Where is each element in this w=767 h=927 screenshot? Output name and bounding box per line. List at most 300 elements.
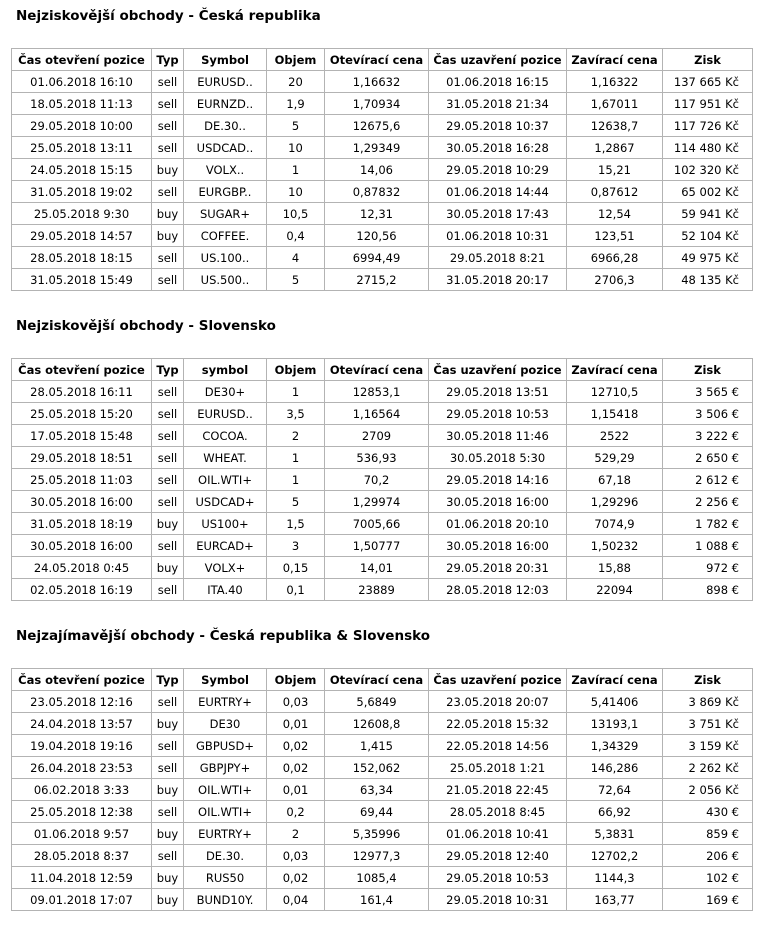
type-cell: buy: [152, 823, 184, 845]
open-time-cell: 01.06.2018 16:10: [12, 71, 152, 93]
volume-cell: 5: [267, 491, 325, 513]
profit-cell: 2 650 €: [663, 447, 753, 469]
volume-cell: 2: [267, 823, 325, 845]
volume-cell: 1: [267, 159, 325, 181]
profit-cell: 2 262 Kč: [663, 757, 753, 779]
close-price-cell: 5,3831: [567, 823, 663, 845]
profit-cell: 3 159 Kč: [663, 735, 753, 757]
header-close-price: Zavírací cena: [567, 49, 663, 71]
close-price-cell: 146,286: [567, 757, 663, 779]
open-price-cell: 70,2: [325, 469, 429, 491]
open-price-cell: 12853,1: [325, 381, 429, 403]
profit-cell: 898 €: [663, 579, 753, 601]
close-time-cell: 21.05.2018 22:45: [429, 779, 567, 801]
trades-table-czech: [11, 48, 753, 291]
table-row: [12, 269, 753, 291]
close-time-cell: 23.05.2018 20:07: [429, 691, 567, 713]
type-cell: sell: [152, 247, 184, 269]
close-time-cell: 29.05.2018 10:31: [429, 889, 567, 911]
close-time-cell: 31.05.2018 21:34: [429, 93, 567, 115]
type-cell: sell: [152, 137, 184, 159]
header-volume: Objem: [267, 359, 325, 381]
close-time-cell: 30.05.2018 16:28: [429, 137, 567, 159]
open-price-cell: 1,29349: [325, 137, 429, 159]
table-row: [12, 381, 753, 403]
profit-cell: 48 135 Kč: [663, 269, 753, 291]
type-cell: sell: [152, 535, 184, 557]
open-time-cell: 29.05.2018 14:57: [12, 225, 152, 247]
table-row: [12, 735, 753, 757]
header-open-price: Otevírací cena: [325, 49, 429, 71]
open-time-cell: 09.01.2018 17:07: [12, 889, 152, 911]
symbol-cell: GBPUSD+: [184, 735, 267, 757]
volume-cell: 10,5: [267, 203, 325, 225]
open-time-cell: 31.05.2018 15:49: [12, 269, 152, 291]
close-time-cell: 29.05.2018 10:37: [429, 115, 567, 137]
open-time-cell: 31.05.2018 18:19: [12, 513, 152, 535]
symbol-cell: EURUSD..: [184, 71, 267, 93]
open-time-cell: 23.05.2018 12:16: [12, 691, 152, 713]
open-time-cell: 11.04.2018 12:59: [12, 867, 152, 889]
header-close-time: Čas uzavření pozice: [429, 359, 567, 381]
open-time-cell: 25.05.2018 9:30: [12, 203, 152, 225]
table-row: [12, 137, 753, 159]
table-row: [12, 71, 753, 93]
open-time-cell: 29.05.2018 18:51: [12, 447, 152, 469]
type-cell: sell: [152, 691, 184, 713]
close-price-cell: 1,34329: [567, 735, 663, 757]
open-time-cell: 24.05.2018 15:15: [12, 159, 152, 181]
volume-cell: 0,02: [267, 867, 325, 889]
close-time-cell: 28.05.2018 12:03: [429, 579, 567, 601]
close-time-cell: 01.06.2018 10:41: [429, 823, 567, 845]
close-time-cell: 29.05.2018 13:51: [429, 381, 567, 403]
close-price-cell: 0,87612: [567, 181, 663, 203]
type-cell: sell: [152, 425, 184, 447]
header-open-price: Otevírací cena: [325, 359, 429, 381]
profit-cell: 1 088 €: [663, 535, 753, 557]
table-row: [12, 159, 753, 181]
open-price-cell: 12,31: [325, 203, 429, 225]
open-time-cell: 25.05.2018 11:03: [12, 469, 152, 491]
symbol-cell: USDCAD+: [184, 491, 267, 513]
open-price-cell: 536,93: [325, 447, 429, 469]
open-price-cell: 6994,49: [325, 247, 429, 269]
close-price-cell: 13193,1: [567, 713, 663, 735]
type-cell: buy: [152, 713, 184, 735]
type-cell: sell: [152, 447, 184, 469]
header-volume: Objem: [267, 669, 325, 691]
profit-cell: 3 751 Kč: [663, 713, 753, 735]
close-price-cell: 66,92: [567, 801, 663, 823]
open-time-cell: 06.02.2018 3:33: [12, 779, 152, 801]
volume-cell: 2: [267, 425, 325, 447]
type-cell: buy: [152, 203, 184, 225]
symbol-cell: GBPJPY+: [184, 757, 267, 779]
open-time-cell: 30.05.2018 16:00: [12, 491, 152, 513]
type-cell: buy: [152, 513, 184, 535]
table-row: [12, 425, 753, 447]
symbol-cell: BUND10Y.: [184, 889, 267, 911]
open-time-cell: 25.05.2018 12:38: [12, 801, 152, 823]
close-price-cell: 15,88: [567, 557, 663, 579]
volume-cell: 0,04: [267, 889, 325, 911]
close-time-cell: 30.05.2018 16:00: [429, 491, 567, 513]
close-time-cell: 29.05.2018 10:53: [429, 403, 567, 425]
table-row: [12, 579, 753, 601]
open-time-cell: 24.04.2018 13:57: [12, 713, 152, 735]
header-symbol: Symbol: [184, 49, 267, 71]
close-time-cell: 01.06.2018 20:10: [429, 513, 567, 535]
header-close-price: Zavírací cena: [567, 359, 663, 381]
close-price-cell: 15,21: [567, 159, 663, 181]
type-cell: sell: [152, 115, 184, 137]
type-cell: sell: [152, 579, 184, 601]
volume-cell: 3,5: [267, 403, 325, 425]
open-price-cell: 2715,2: [325, 269, 429, 291]
symbol-cell: OIL.WTI+: [184, 469, 267, 491]
header-type: Typ: [152, 359, 184, 381]
symbol-cell: DE30+: [184, 381, 267, 403]
close-price-cell: 12,54: [567, 203, 663, 225]
profit-cell: 206 €: [663, 845, 753, 867]
close-price-cell: 529,29: [567, 447, 663, 469]
table-row: [12, 447, 753, 469]
symbol-cell: DE.30.: [184, 845, 267, 867]
volume-cell: 1: [267, 447, 325, 469]
open-price-cell: 1,16564: [325, 403, 429, 425]
volume-cell: 1,9: [267, 93, 325, 115]
symbol-cell: EURGBP..: [184, 181, 267, 203]
close-price-cell: 1,15418: [567, 403, 663, 425]
symbol-cell: US.500..: [184, 269, 267, 291]
trades-table-combined: [11, 668, 753, 911]
volume-cell: 0,01: [267, 779, 325, 801]
profit-cell: 859 €: [663, 823, 753, 845]
type-cell: sell: [152, 469, 184, 491]
volume-cell: 0,1: [267, 579, 325, 601]
open-price-cell: 0,87832: [325, 181, 429, 203]
table-row: [12, 823, 753, 845]
table-row: [12, 779, 753, 801]
close-price-cell: 1,29296: [567, 491, 663, 513]
volume-cell: 0,03: [267, 845, 325, 867]
close-price-cell: 72,64: [567, 779, 663, 801]
volume-cell: 0,02: [267, 735, 325, 757]
volume-cell: 3: [267, 535, 325, 557]
profit-cell: 117 726 Kč: [663, 115, 753, 137]
profit-cell: 117 951 Kč: [663, 93, 753, 115]
table-row: [12, 469, 753, 491]
open-time-cell: 25.05.2018 15:20: [12, 403, 152, 425]
symbol-cell: USDCAD..: [184, 137, 267, 159]
type-cell: sell: [152, 735, 184, 757]
close-time-cell: 29.05.2018 10:29: [429, 159, 567, 181]
close-price-cell: 163,77: [567, 889, 663, 911]
type-cell: buy: [152, 159, 184, 181]
header-profit: Zisk: [663, 49, 753, 71]
profit-cell: 52 104 Kč: [663, 225, 753, 247]
symbol-cell: EURNZD..: [184, 93, 267, 115]
open-price-cell: 7005,66: [325, 513, 429, 535]
symbol-cell: DE.30..: [184, 115, 267, 137]
table-row: [12, 535, 753, 557]
profit-cell: 430 €: [663, 801, 753, 823]
symbol-cell: EURTRY+: [184, 823, 267, 845]
profit-cell: 137 665 Kč: [663, 71, 753, 93]
header-open-price: Otevírací cena: [325, 669, 429, 691]
open-price-cell: 12977,3: [325, 845, 429, 867]
open-price-cell: 5,6849: [325, 691, 429, 713]
table-row: [12, 691, 753, 713]
header-type: Typ: [152, 49, 184, 71]
open-price-cell: 14,06: [325, 159, 429, 181]
open-time-cell: 30.05.2018 16:00: [12, 535, 152, 557]
volume-cell: 1: [267, 381, 325, 403]
profit-cell: 59 941 Kč: [663, 203, 753, 225]
type-cell: buy: [152, 557, 184, 579]
close-time-cell: 31.05.2018 20:17: [429, 269, 567, 291]
volume-cell: 10: [267, 181, 325, 203]
profit-cell: 1 782 €: [663, 513, 753, 535]
close-price-cell: 67,18: [567, 469, 663, 491]
open-price-cell: 23889: [325, 579, 429, 601]
open-price-cell: 1,415: [325, 735, 429, 757]
volume-cell: 5: [267, 269, 325, 291]
trades-table-slovakia: [11, 358, 753, 601]
table-row: [12, 491, 753, 513]
header-open-time: Čas otevření pozice: [12, 359, 152, 381]
open-price-cell: 161,4: [325, 889, 429, 911]
volume-cell: 0,15: [267, 557, 325, 579]
volume-cell: 0,03: [267, 691, 325, 713]
profit-cell: 2 256 €: [663, 491, 753, 513]
open-time-cell: 28.05.2018 8:37: [12, 845, 152, 867]
close-price-cell: 123,51: [567, 225, 663, 247]
close-time-cell: 30.05.2018 11:46: [429, 425, 567, 447]
section-title-czech: Nejziskovější obchody - Česká republika: [16, 8, 321, 24]
table-row: [12, 225, 753, 247]
symbol-cell: OIL.WTI+: [184, 801, 267, 823]
profit-cell: 169 €: [663, 889, 753, 911]
open-time-cell: 18.05.2018 11:13: [12, 93, 152, 115]
close-time-cell: 01.06.2018 10:31: [429, 225, 567, 247]
open-price-cell: 63,34: [325, 779, 429, 801]
section-title-slovakia: Nejziskovější obchody - Slovensko: [16, 318, 276, 334]
close-time-cell: 29.05.2018 10:53: [429, 867, 567, 889]
type-cell: sell: [152, 269, 184, 291]
header-symbol: symbol: [184, 359, 267, 381]
close-price-cell: 1,50232: [567, 535, 663, 557]
table-row: [12, 845, 753, 867]
open-time-cell: 31.05.2018 19:02: [12, 181, 152, 203]
type-cell: sell: [152, 71, 184, 93]
profit-cell: 2 612 €: [663, 469, 753, 491]
close-time-cell: 01.06.2018 14:44: [429, 181, 567, 203]
open-price-cell: 12608,8: [325, 713, 429, 735]
open-time-cell: 25.05.2018 13:11: [12, 137, 152, 159]
table-row: [12, 115, 753, 137]
type-cell: sell: [152, 381, 184, 403]
close-time-cell: 22.05.2018 14:56: [429, 735, 567, 757]
profit-cell: 114 480 Kč: [663, 137, 753, 159]
symbol-cell: WHEAT.: [184, 447, 267, 469]
open-price-cell: 120,56: [325, 225, 429, 247]
symbol-cell: RUS50: [184, 867, 267, 889]
table-row: [12, 403, 753, 425]
close-price-cell: 12702,2: [567, 845, 663, 867]
type-cell: sell: [152, 181, 184, 203]
close-time-cell: 28.05.2018 8:45: [429, 801, 567, 823]
close-price-cell: 1144,3: [567, 867, 663, 889]
close-price-cell: 6966,28: [567, 247, 663, 269]
volume-cell: 10: [267, 137, 325, 159]
volume-cell: 1: [267, 469, 325, 491]
close-time-cell: 25.05.2018 1:21: [429, 757, 567, 779]
open-price-cell: 1,50777: [325, 535, 429, 557]
volume-cell: 0,02: [267, 757, 325, 779]
type-cell: sell: [152, 403, 184, 425]
section-title-combined: Nejzajímavější obchody - Česká republika & Slovensko: [16, 628, 430, 644]
volume-cell: 1,5: [267, 513, 325, 535]
close-time-cell: 29.05.2018 14:16: [429, 469, 567, 491]
open-price-cell: 69,44: [325, 801, 429, 823]
symbol-cell: COFFEE.: [184, 225, 267, 247]
close-time-cell: 22.05.2018 15:32: [429, 713, 567, 735]
type-cell: sell: [152, 93, 184, 115]
table-row: [12, 867, 753, 889]
table-row: [12, 889, 753, 911]
symbol-cell: US.100..: [184, 247, 267, 269]
volume-cell: 0,4: [267, 225, 325, 247]
table-row: [12, 181, 753, 203]
profit-cell: 102 320 Kč: [663, 159, 753, 181]
header-open-time: Čas otevření pozice: [12, 49, 152, 71]
close-time-cell: 29.05.2018 12:40: [429, 845, 567, 867]
open-price-cell: 14,01: [325, 557, 429, 579]
symbol-cell: DE30: [184, 713, 267, 735]
open-time-cell: 29.05.2018 10:00: [12, 115, 152, 137]
close-price-cell: 22094: [567, 579, 663, 601]
header-type: Typ: [152, 669, 184, 691]
symbol-cell: US100+: [184, 513, 267, 535]
open-time-cell: 26.04.2018 23:53: [12, 757, 152, 779]
profit-cell: 3 565 €: [663, 381, 753, 403]
open-time-cell: 01.06.2018 9:57: [12, 823, 152, 845]
header-close-time: Čas uzavření pozice: [429, 49, 567, 71]
table-row: [12, 93, 753, 115]
symbol-cell: ITA.40: [184, 579, 267, 601]
header-profit: Zisk: [663, 669, 753, 691]
type-cell: sell: [152, 491, 184, 513]
profit-cell: 3 869 Kč: [663, 691, 753, 713]
open-time-cell: 17.05.2018 15:48: [12, 425, 152, 447]
volume-cell: 0,2: [267, 801, 325, 823]
table-header-row: [12, 49, 753, 71]
close-price-cell: 2522: [567, 425, 663, 447]
close-price-cell: 1,2867: [567, 137, 663, 159]
symbol-cell: EURTRY+: [184, 691, 267, 713]
table-row: [12, 557, 753, 579]
header-profit: Zisk: [663, 359, 753, 381]
type-cell: sell: [152, 845, 184, 867]
header-close-time: Čas uzavření pozice: [429, 669, 567, 691]
table-row: [12, 513, 753, 535]
header-open-time: Čas otevření pozice: [12, 669, 152, 691]
header-symbol: Symbol: [184, 669, 267, 691]
profit-cell: 102 €: [663, 867, 753, 889]
profit-cell: 3 506 €: [663, 403, 753, 425]
type-cell: buy: [152, 889, 184, 911]
close-price-cell: 1,16322: [567, 71, 663, 93]
profit-cell: 2 056 Kč: [663, 779, 753, 801]
open-time-cell: 28.05.2018 18:15: [12, 247, 152, 269]
volume-cell: 20: [267, 71, 325, 93]
open-time-cell: 19.04.2018 19:16: [12, 735, 152, 757]
header-close-price: Zavírací cena: [567, 669, 663, 691]
symbol-cell: VOLX+: [184, 557, 267, 579]
type-cell: buy: [152, 779, 184, 801]
close-price-cell: 12638,7: [567, 115, 663, 137]
table-row: [12, 757, 753, 779]
close-price-cell: 2706,3: [567, 269, 663, 291]
close-time-cell: 30.05.2018 16:00: [429, 535, 567, 557]
symbol-cell: VOLX..: [184, 159, 267, 181]
table-header-row: [12, 359, 753, 381]
close-price-cell: 5,41406: [567, 691, 663, 713]
close-price-cell: 1,67011: [567, 93, 663, 115]
open-time-cell: 02.05.2018 16:19: [12, 579, 152, 601]
open-time-cell: 28.05.2018 16:11: [12, 381, 152, 403]
volume-cell: 0,01: [267, 713, 325, 735]
profit-cell: 65 002 Kč: [663, 181, 753, 203]
close-time-cell: 01.06.2018 16:15: [429, 71, 567, 93]
open-price-cell: 12675,6: [325, 115, 429, 137]
symbol-cell: EURUSD..: [184, 403, 267, 425]
open-price-cell: 1,29974: [325, 491, 429, 513]
header-volume: Objem: [267, 49, 325, 71]
symbol-cell: SUGAR+: [184, 203, 267, 225]
type-cell: buy: [152, 225, 184, 247]
open-price-cell: 2709: [325, 425, 429, 447]
volume-cell: 4: [267, 247, 325, 269]
close-time-cell: 30.05.2018 5:30: [429, 447, 567, 469]
close-price-cell: 7074,9: [567, 513, 663, 535]
table-row: [12, 247, 753, 269]
open-price-cell: 152,062: [325, 757, 429, 779]
table-row: [12, 713, 753, 735]
open-price-cell: 1,70934: [325, 93, 429, 115]
open-time-cell: 24.05.2018 0:45: [12, 557, 152, 579]
open-price-cell: 1,16632: [325, 71, 429, 93]
type-cell: sell: [152, 757, 184, 779]
type-cell: buy: [152, 867, 184, 889]
open-price-cell: 1085,4: [325, 867, 429, 889]
symbol-cell: COCOA.: [184, 425, 267, 447]
symbol-cell: OIL.WTI+: [184, 779, 267, 801]
type-cell: sell: [152, 801, 184, 823]
symbol-cell: EURCAD+: [184, 535, 267, 557]
open-price-cell: 5,35996: [325, 823, 429, 845]
close-time-cell: 29.05.2018 20:31: [429, 557, 567, 579]
close-time-cell: 30.05.2018 17:43: [429, 203, 567, 225]
profit-cell: 49 975 Kč: [663, 247, 753, 269]
table-row: [12, 801, 753, 823]
profit-cell: 972 €: [663, 557, 753, 579]
close-time-cell: 29.05.2018 8:21: [429, 247, 567, 269]
volume-cell: 5: [267, 115, 325, 137]
profit-cell: 3 222 €: [663, 425, 753, 447]
